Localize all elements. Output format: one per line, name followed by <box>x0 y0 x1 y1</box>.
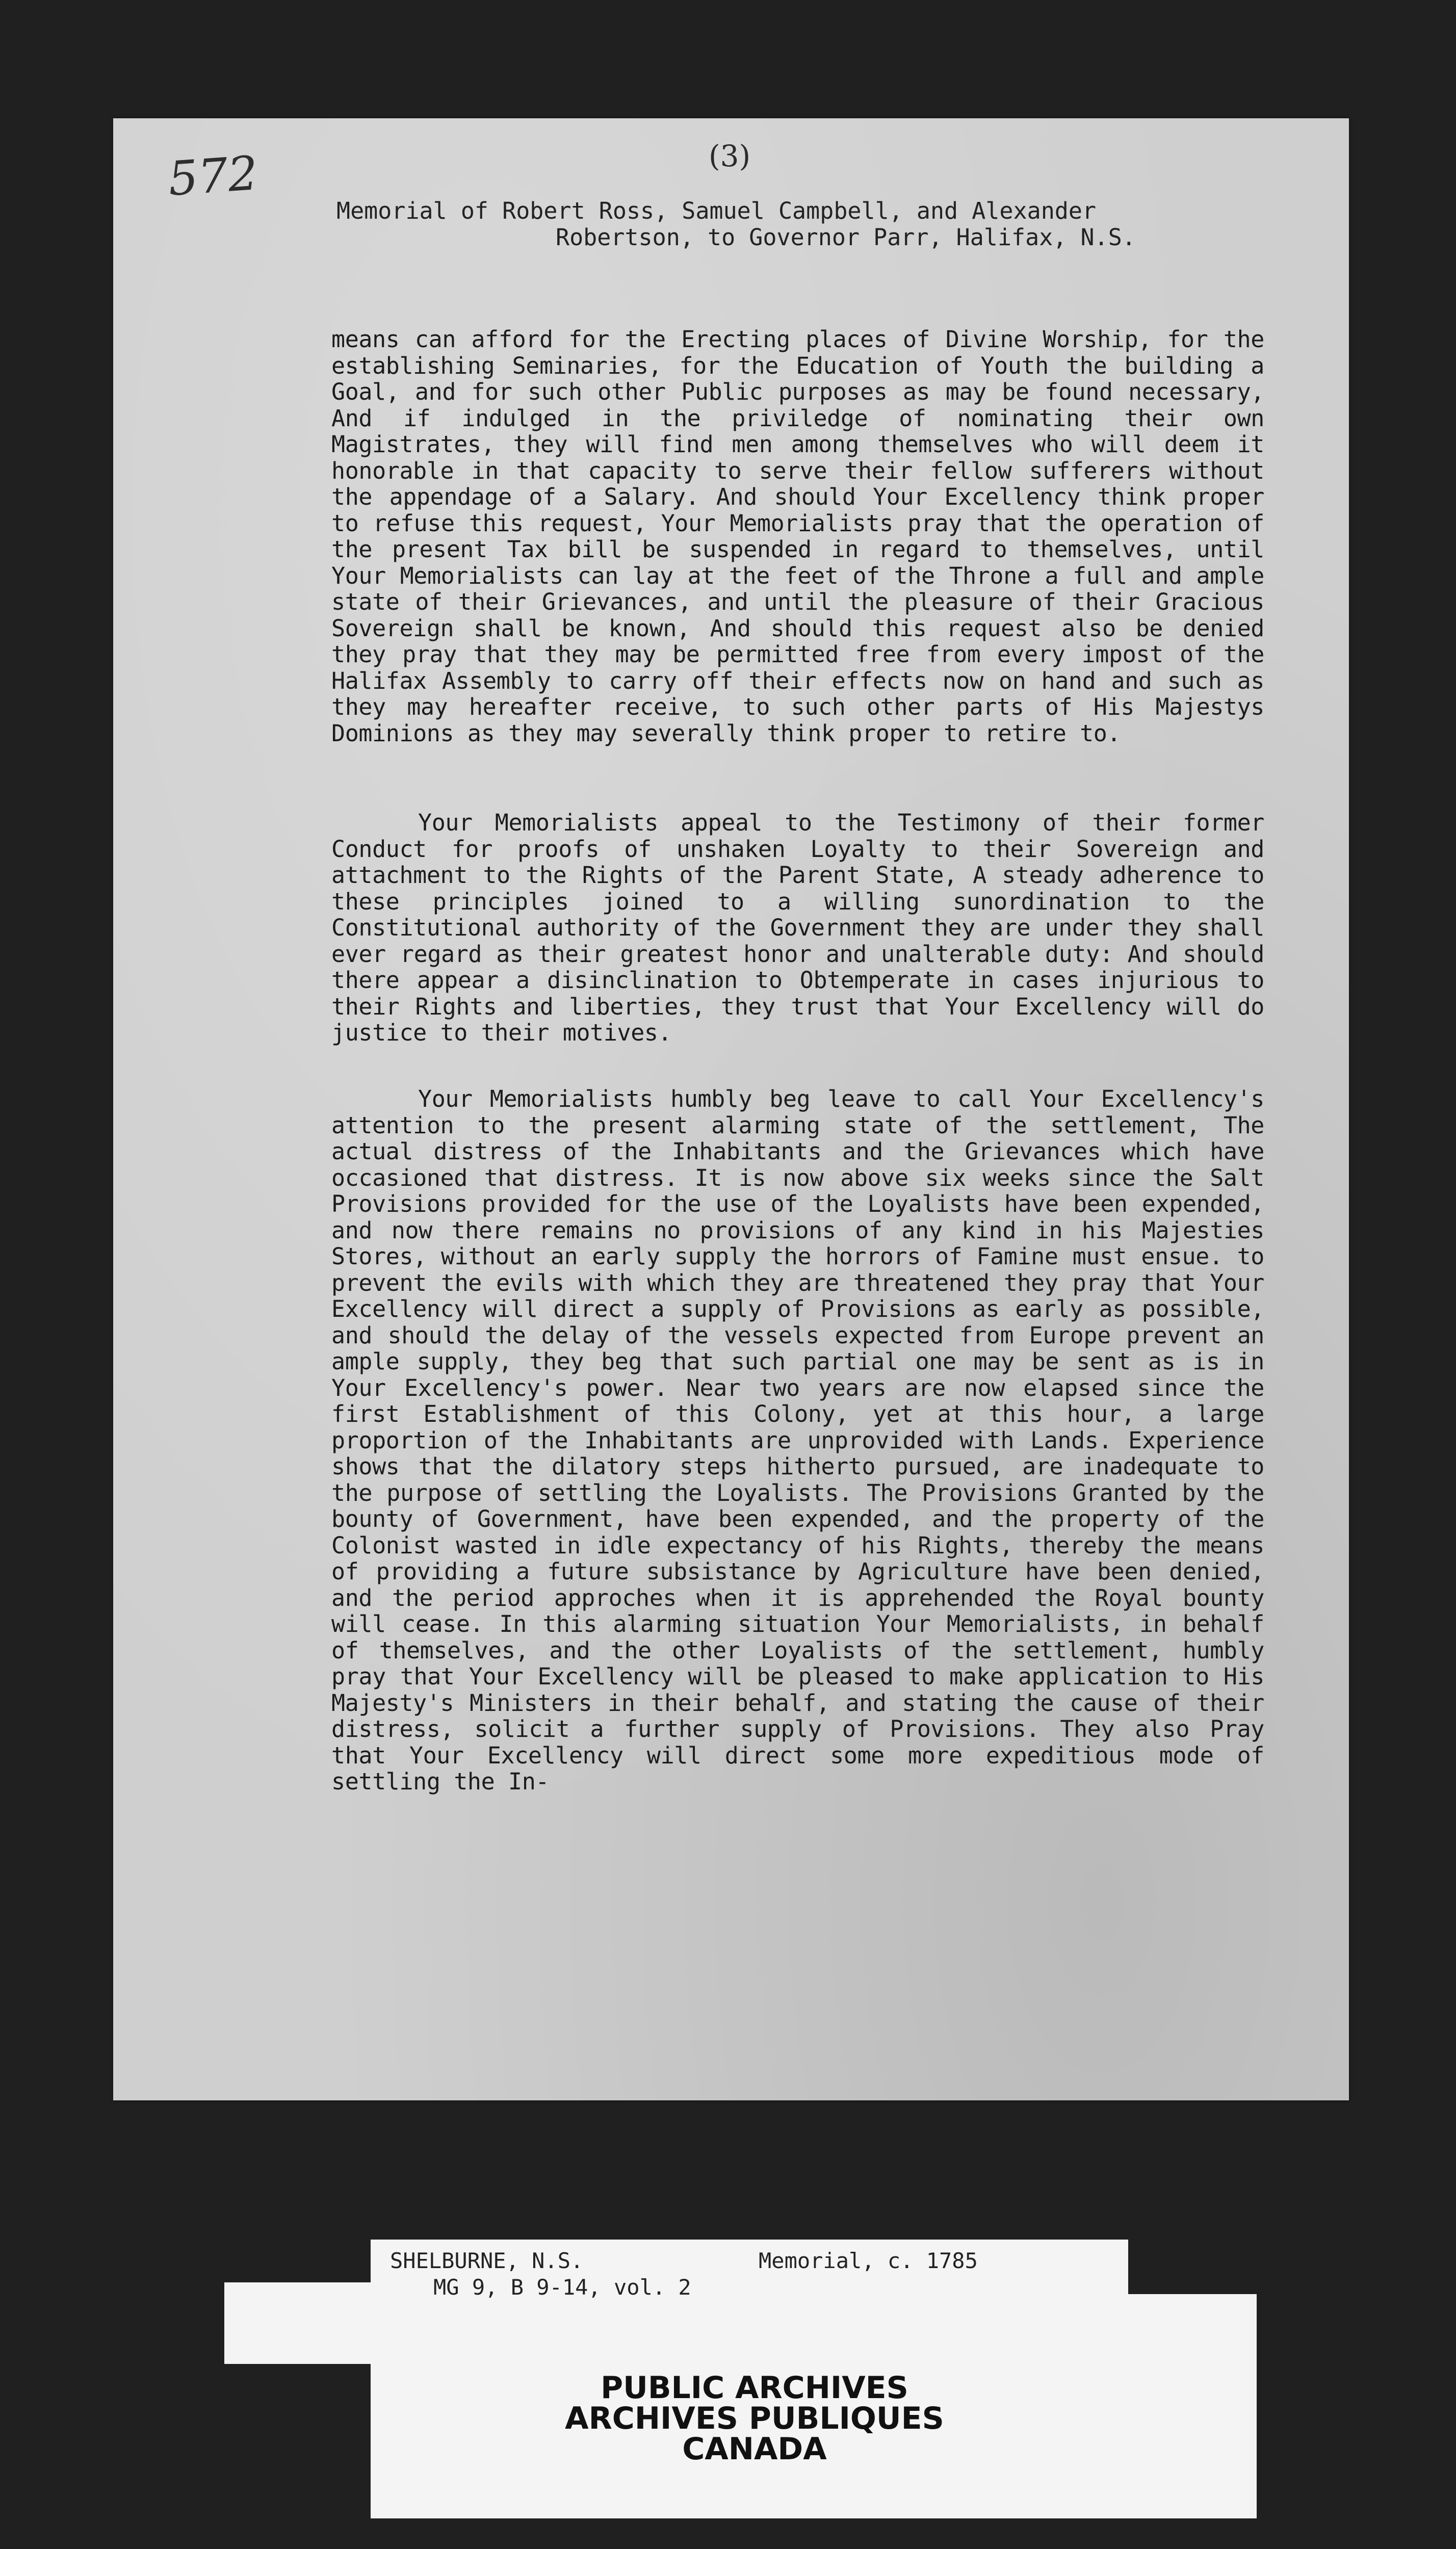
paragraph-2: Your Memorialists appeal to the Testimony of their former Conduct for proofs of unshaken Loyalty to their Sovereign and attachment to the Rights of the Parent State, A steady adherence to these principles joined to a willing sunordination to the Constitutional authority of the Government they are under they shall ever regard as their greatest honor and unalterable duty: And should there appear a disinclination to Obtemperate in cases injurious to their Rights and liberties, they trust that Your Excellency will do justice to their motives. <box>331 809 1264 1046</box>
stamp-line-3: CANADA <box>682 2431 827 2467</box>
document-heading <box>336 198 1305 251</box>
stamp-line-2: ARCHIVES PUBLIQUES <box>565 2401 944 2436</box>
heading-line-2: Robertson, to Governor Parr, Halifax, N.S. <box>556 224 1136 251</box>
stamp-line-1: PUBLIC ARCHIVES <box>601 2370 908 2406</box>
archive-tag-reference: MG 9, B 9-14, vol. 2 <box>433 2275 691 2300</box>
archives-stamp <box>535 2370 974 2467</box>
paragraph-1: means can afford for the Erecting places of Divine Worship, for the establishing Seminaries, for the Education of Youth the building a Goal, and for such other Public purposes as may be found necessary, And if indulged in the priviledge of nominating their own Magistrates, they will find men among themselves who will deem it honorable in that capacity to serve their fellow sufferers without the appendage of a Salary. And should Your Excellency think proper to refuse this request, Your Memorialists pray that the operation of the present Tax bill be suspended in regard to themselves, until Your Memorialists can lay at the feet of the Throne a full and ample state of their Grievances, and until the pleasure of their Gracious Sovereign shall be known, And should this request also be denied they pray that they may be permitted free from every impost of the Halifax Assembly to carry off their effects now on hand and such as they may hereafter receive, to such other parts of His Majestys Dominions as they may severally think proper to retire to. <box>331 326 1264 747</box>
page-number: (3) <box>709 139 751 173</box>
folio-number: 572 <box>166 146 260 206</box>
archive-tag-place: SHELBURNE, N.S. <box>390 2248 584 2273</box>
heading-line-1: Memorial of Robert Ross, Samuel Campbell, and Alexander <box>336 197 1097 224</box>
paragraph-3: Your Memorialists humbly beg leave to call Your Excellency's attention to the present alarming state of the settlement, The actual distress of the Inhabitants and the Grievances which have occasioned that distress. It is now above six weeks since the Salt Provisions provided for the use of the Loyalists have been expended, and now there remains no provisions of any kind in his Majesties Stores, without an early supply the horrors of Famine must ensue. to prevent the evils with which they are threatened they pray that Your Excellency will direct a supply of Provisions as early as possible, and should the delay of the vessels expected from Europe prevent an ample supply, they beg that such partial one may be sent as is in Your Excellency's power. Near two years are now elapsed since the first Establishment of this Colony, yet at this hour, a large proportion of the Inhabitants are unprovided with Lands. Experience shows that the dilatory steps hitherto pursued, are inadequate to the purpose of settling the Loyalists. The Provisions Granted by the bounty of Government, have been expended, and the property of the Colonist wasted in idle expectancy of his Rights, thereby the means of providing a future subsistance by Agriculture have been denied, and the period approches when it is apprehended the Royal bounty will cease. In this alarming situation Your Memorialists, in behalf of themselves, and the other Loyalists of the settlement, humbly pray that Your Excellency will be pleased to make application to His Majesty's Ministers in their behalf, and stating the cause of their distress, solicit a further supply of Provisions. They also Pray that Your Excellency will direct some more expeditious mode of settling the In- <box>331 1085 1264 1795</box>
archive-tag-document: Memorial, c. 1785 <box>759 2248 978 2273</box>
archive-tag-left-tab <box>224 2282 377 2364</box>
